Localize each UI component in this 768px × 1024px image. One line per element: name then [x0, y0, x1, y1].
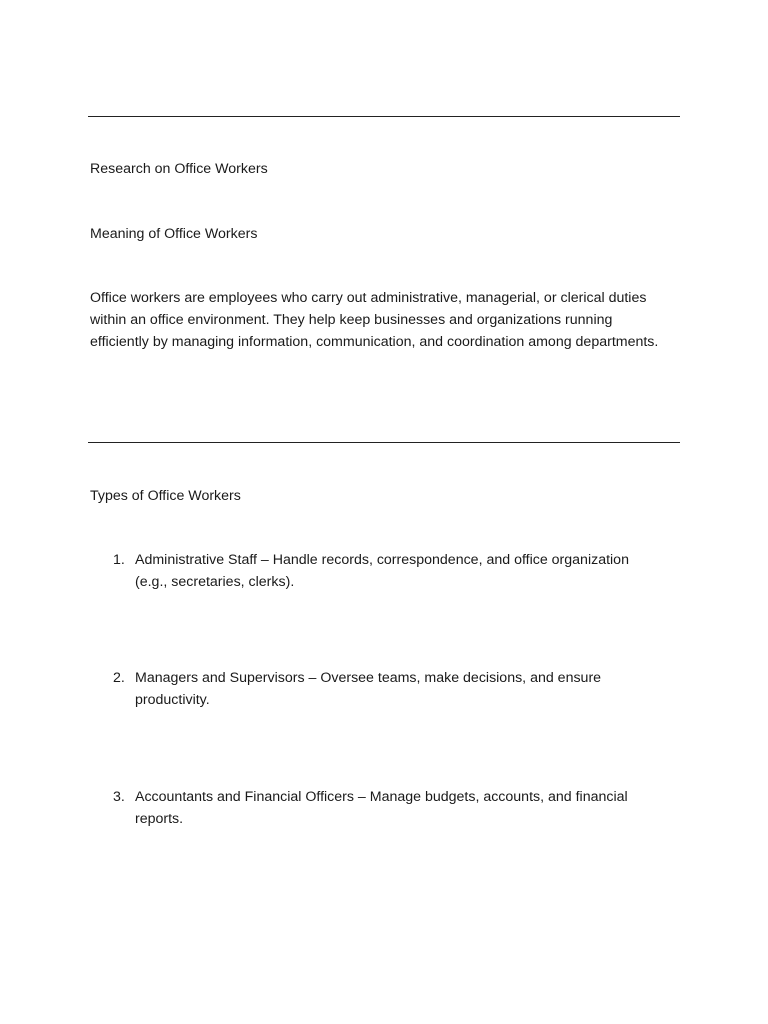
list-item-number: 2.: [113, 670, 125, 686]
list-item-number: 1.: [113, 552, 125, 568]
horizontal-divider: [88, 116, 680, 117]
meaning-paragraph: Office workers are employees who carry out administrative, managerial, or clerical duties within an office environment. They help keep businesses and organizations running efficiently by managing information, communication, and coordination among departments.: [90, 290, 659, 350]
list-item-text: Administrative Staff – Handle records, correspondence, and office organization (e.g., secretaries, clerks).: [135, 552, 629, 590]
list-item-number: 3.: [113, 789, 125, 805]
list-item-text: Accountants and Financial Officers – Manage budgets, accounts, and financial reports.: [135, 789, 628, 827]
section-heading-types: Types of Office Workers: [90, 488, 241, 504]
list-item-text: Managers and Supervisors – Oversee teams, make decisions, and ensure productivity.: [135, 670, 602, 708]
horizontal-divider: [88, 442, 680, 443]
section-heading-meaning: Meaning of Office Workers: [90, 226, 258, 242]
document-title: Research on Office Workers: [90, 161, 268, 177]
